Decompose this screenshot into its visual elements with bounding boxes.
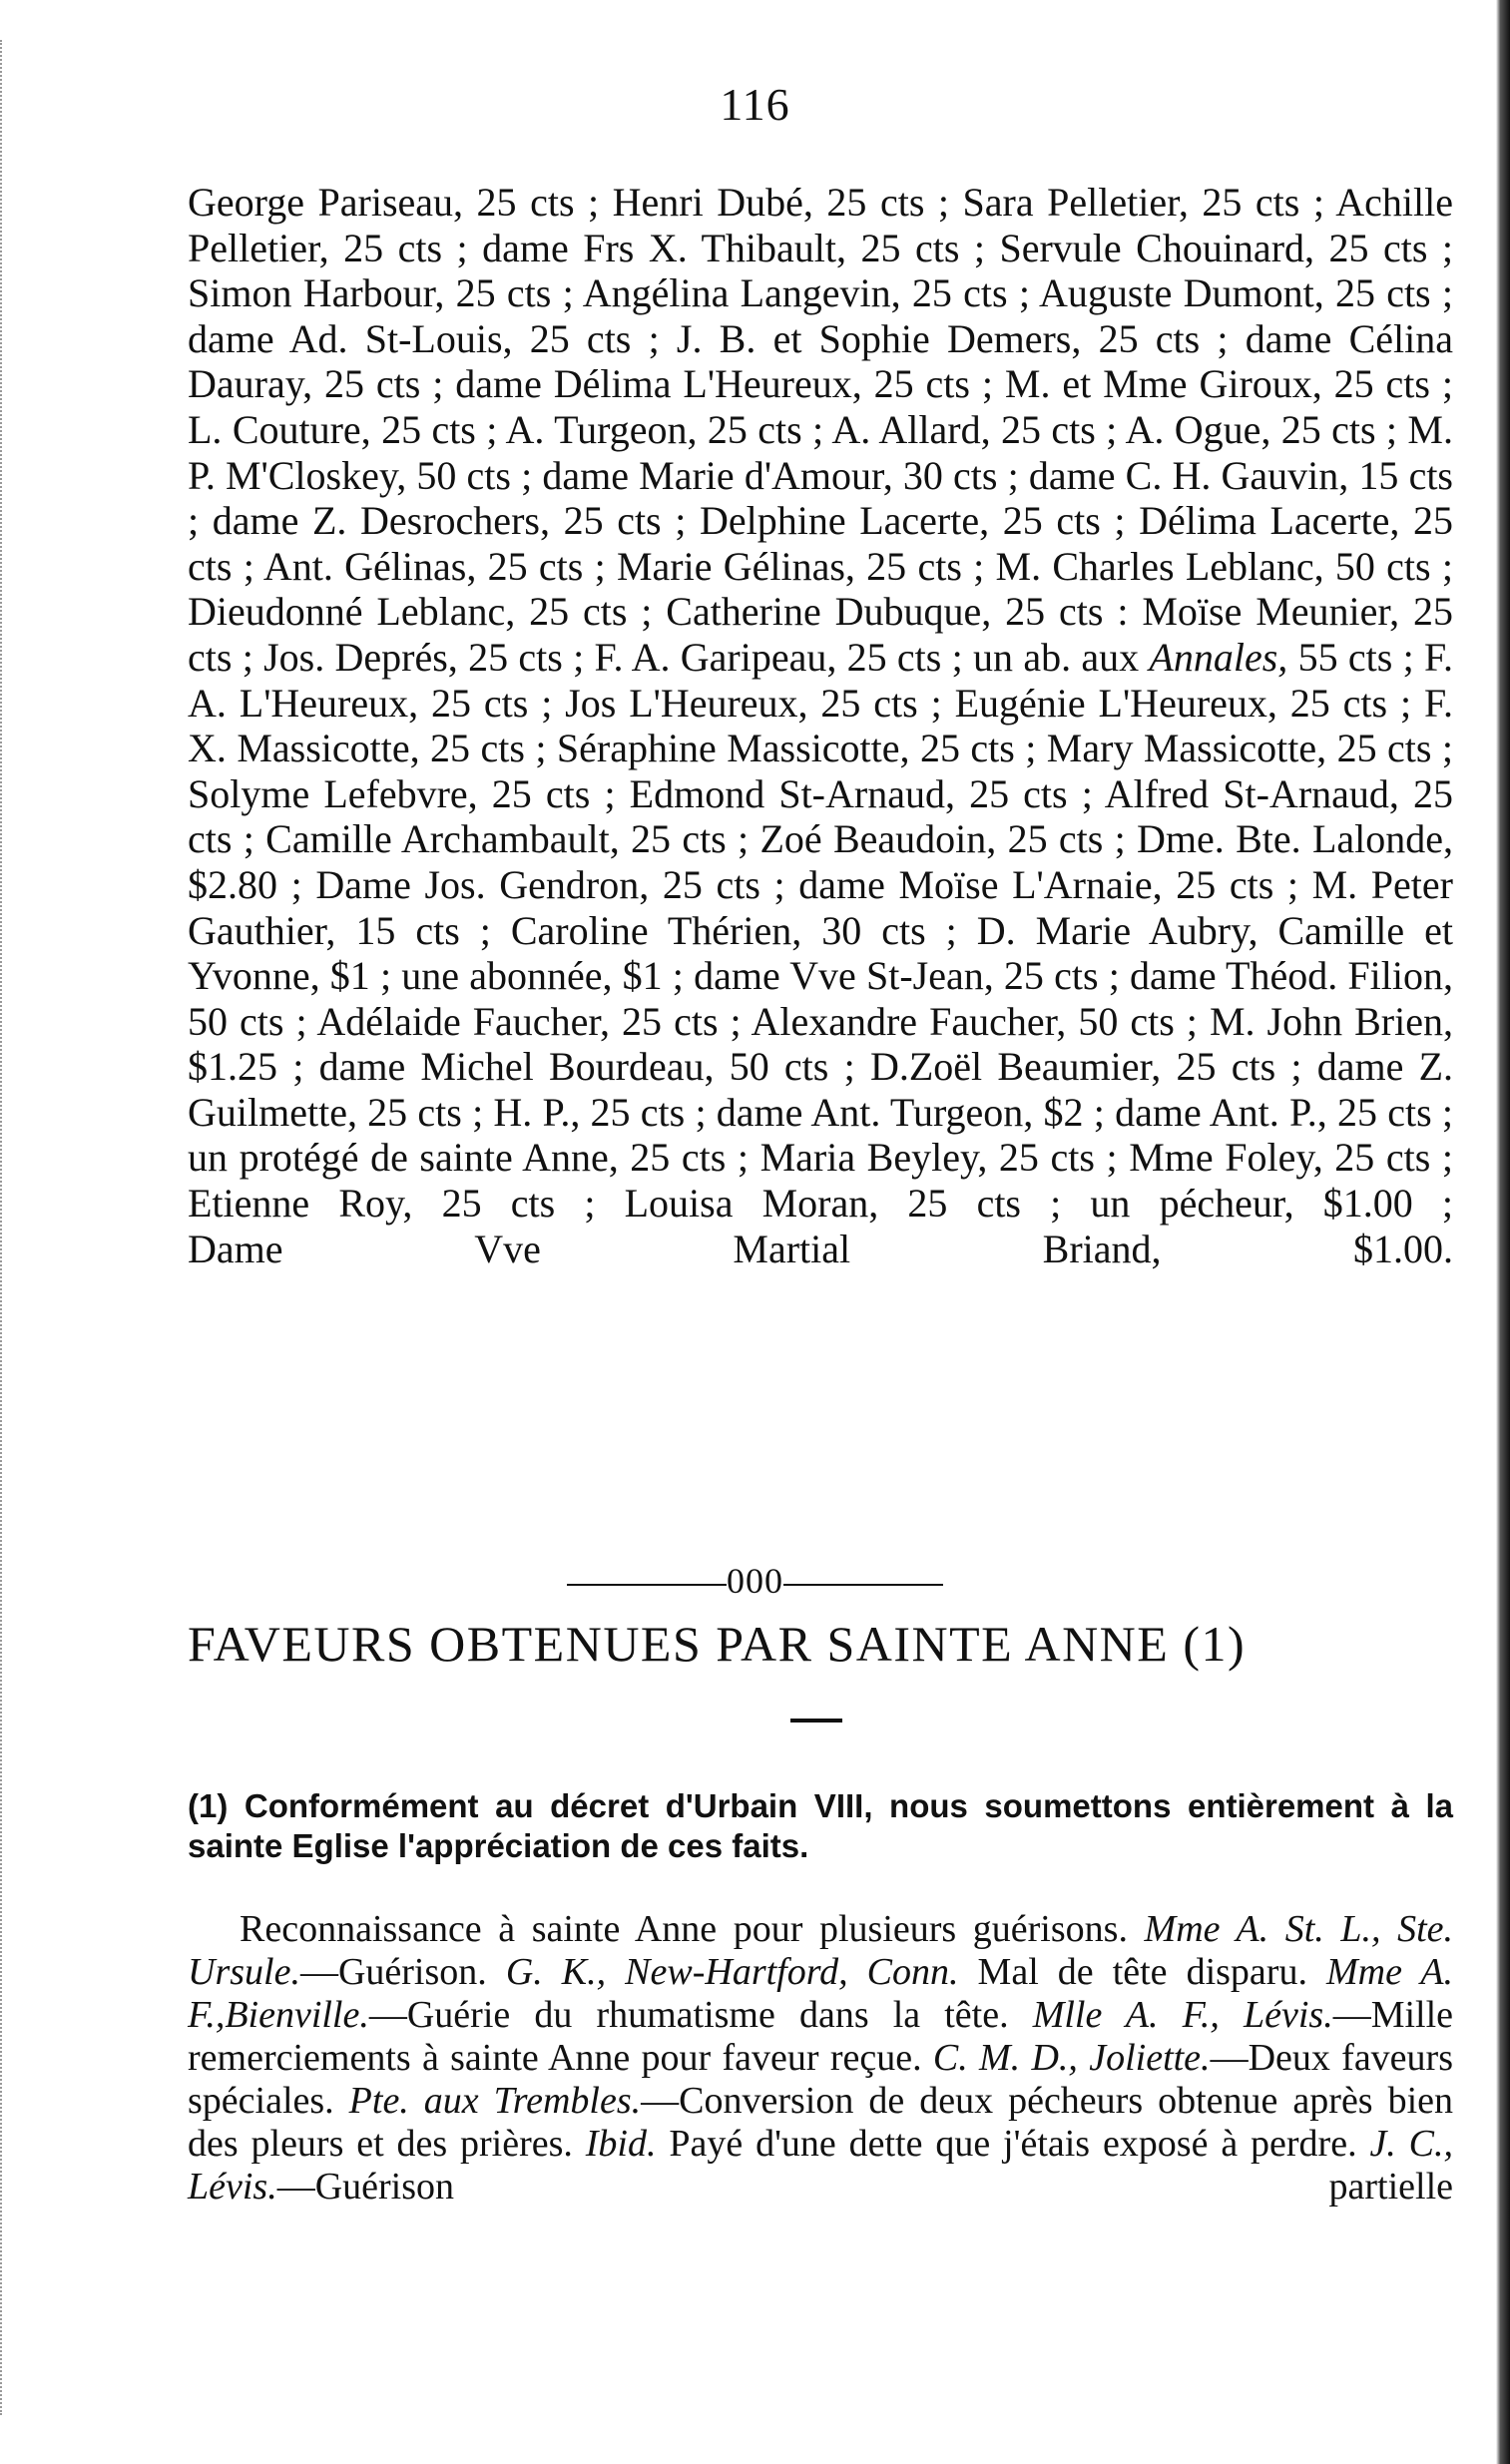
favor-signature: Mme A. St. L., Ste. Ursule.: [188, 1908, 1454, 1993]
donor-list-last-line: Dame Vve Martial Briand, $1.00.: [188, 1226, 1453, 1271]
favor-signature: J. C., Lévis.: [188, 2123, 1454, 2208]
donor-list-text: George Pariseau, 25 cts ; Henri Dubé, 25 cts ; Sara Pelletier, 25 cts ; Achille Pelletier, 25 cts ; dame Frs X. Thibault, 25 cts ; Servule Chouinard, 25 cts ; Simon Harbour, 25 cts ; Angélina Langevin, 25 cts ; Auguste Dumont, 25 cts ; dame Ad. St-Louis, 25 cts ; J. B. et Sophie Demers, 25 cts ; dame Célina Dauray, 25 cts ; dame Délima L'Heureux, 25 cts ; M. et Mme Giroux, 25 cts ; L. Couture, 25 cts ; A. Turgeon, 25 cts ; A. Allard, 25 cts ; A. Ogue, 25 cts ; M. P. M'Closkey, 50 cts ; dame Marie d'Amour, 30 cts ; dame C. H. Gauvin, 15 cts ; dame Z. Desrochers, 25 cts ; Delphine Lacerte, 25 cts ; Délima Lacerte, 25 cts ; Ant. Gélinas, 25 cts ; Marie Gélinas, 25 cts ; M. Charles Leblanc, 50 cts ; Dieudonné Leblanc, 25 cts ; Catherine Dubuque, 25 cts : Moïse Meunier, 25 cts ; Jos. Deprés, 25 cts ; F. A. Garipeau, 25 cts ; un ab. aux: [188, 180, 1453, 680]
page-number: 116: [720, 79, 790, 130]
favor-text: —Mille remerciements à sainte Anne pour faveur reçue.: [188, 1994, 1454, 2079]
title-dash: [790, 1719, 842, 1723]
scan-edge-right: [1496, 0, 1510, 2464]
favor-signature: Pte. aux Trembles.: [348, 2080, 642, 2122]
separator-rule-left: [567, 1584, 727, 1586]
donor-list-text-2: 55 cts ; F. A. L'Heureux, 25 cts ; Jos L'Heureux, 25 cts ; Eugénie L'Heureux, 25 cts ; F. X. Massicotte, 25 cts ; Séraphine Massicotte, 25 cts ; Mary Massicotte, 25 cts ; Solyme Lefebvre, 25 cts ; Edmond St-Arnaud, 25 cts ; Alfred St-Arnaud, 25 cts ; Camille Archambault, 25 cts ; Zoé Beaudoin, 25 cts ; Dme. Bte. Lalonde, $2.80 ; Dame Jos. Gendron, 25 cts ; dame Moïse L'Arnaie, 25 cts ; M. Peter Gauthier, 15 cts ; Caroline Thérien, 30 cts ; D. Marie Aubry, Camille et Yvonne, $1 ; une abonnée, $1 ; dame Vve St-Jean, 25 cts ; dame Théod. Filion, 50 cts ; Adélaide Faucher, 25 cts ; Alexandre Faucher, 50 cts ; M. John Brien, $1.25 ; dame Michel Bourdeau, 50 cts ; D.Zoël Beaumier, 25 cts ; dame Z. Guilmette, 25 cts ; H. P., 25 cts ; dame Ant. Turgeon, $2 ; dame Ant. P., 25 cts ; un protégé de sainte Anne, 25 cts ; Maria Beyley, 25 cts ; Mme Foley, 25 cts ; Etienne Roy, 25 cts ; Louisa Moran, 25 cts ; un pécheur, $1.00 ;: [188, 634, 1454, 1227]
section-title: FAVEURS OBTENUES PAR SAINTE ANNE (1): [188, 1616, 1247, 1672]
favor-text: —Guérison partielle: [276, 2166, 1453, 2208]
favor-text: —Conversion de deux pécheurs obtenue après bien des pleurs et des prières.: [188, 2080, 1454, 2165]
favor-text: Reconnaissance à sainte Anne pour plusieurs guérisons.: [240, 1908, 1128, 1950]
separator-text: 000: [727, 1561, 783, 1601]
favor-signature: Ibid.: [585, 2123, 657, 2165]
favor-text: Mal de tête disparu.: [977, 1951, 1307, 1993]
annales-italic: Annales,: [1149, 634, 1288, 680]
favor-text: Payé d'une dette que j'étais exposé à perdre.: [669, 2123, 1357, 2165]
favor-text: —Guérie du rhumatisme dans la tête.: [368, 1994, 1009, 2036]
footnote: (1) Conformément au décret d'Urbain VIII, nous soumettons entièrement à la sainte Eglise l'appréciation de ces faits.: [188, 1787, 1453, 1864]
favors-paragraph: [188, 1908, 1453, 2209]
separator-rule-right: [783, 1584, 943, 1586]
favor-text: —Deux faveurs spéciales.: [188, 2037, 1453, 2122]
scan-edge-left: [0, 40, 12, 2415]
donor-list-paragraph: [188, 180, 1453, 1271]
favor-text: —Guérison.: [299, 1951, 487, 1993]
favor-signature: C. M. D., Joliette.: [932, 2037, 1211, 2079]
section-separator: [0, 1560, 1510, 1602]
favor-signature: G. K., New-Hartford, Conn.: [505, 1951, 959, 1993]
favor-signature: Mlle A. F., Lévis.: [1032, 1994, 1333, 2036]
favor-signature: Mme A. F.,Bienville.: [188, 1951, 1454, 2036]
